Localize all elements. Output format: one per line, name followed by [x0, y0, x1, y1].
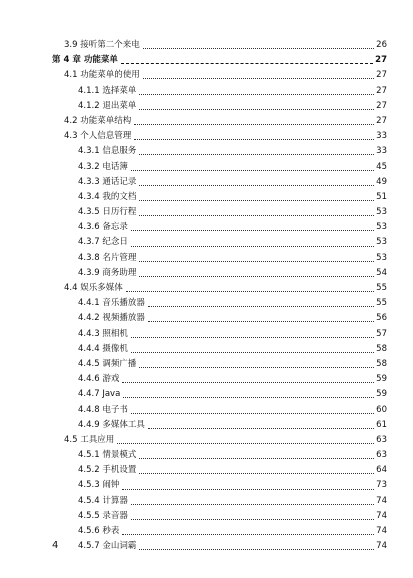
- toc-entry[interactable]: [0, 509, 413, 524]
- toc-entry-title: 备忘录: [102, 222, 128, 233]
- dot-leader: [139, 109, 374, 110]
- toc-entry-number: 第 4 章: [52, 55, 81, 66]
- toc-entry-page: 51: [376, 191, 387, 202]
- toc-entry-title: 信息服务: [102, 146, 137, 157]
- dot-leader: [143, 78, 374, 79]
- toc-entry-number: 3.9: [64, 40, 78, 50]
- dot-leader: [131, 337, 374, 338]
- toc-entry-title: 金山词霸: [102, 541, 137, 552]
- toc-entry[interactable]: [0, 281, 413, 296]
- toc-entry-page: 64: [376, 465, 387, 476]
- toc-entry-page: 55: [376, 283, 387, 293]
- toc-entry-title: 功能菜单的使用: [80, 70, 140, 81]
- toc-entry-page: 73: [376, 480, 387, 491]
- toc-entry-number: 4.3.6: [78, 222, 100, 233]
- toc-entry-title: 音乐播放器: [102, 298, 145, 309]
- toc-entry-title: 电话簿: [102, 161, 128, 172]
- toc-entry-title: 摄像机: [102, 343, 128, 354]
- toc-entry-page: 58: [376, 343, 387, 354]
- toc-entry-page: 63: [376, 434, 387, 445]
- toc-entry-page: 59: [376, 389, 387, 400]
- dot-leader: [122, 382, 374, 383]
- toc-entry-number: 4.4: [64, 283, 78, 293]
- toc-entry-number: 4.4.4: [78, 343, 100, 354]
- toc-entry[interactable]: [0, 357, 413, 372]
- dot-leader: [139, 549, 374, 550]
- toc-entry-title: Java: [102, 389, 121, 400]
- dot-leader: [131, 230, 374, 231]
- toc-entry[interactable]: [0, 387, 413, 402]
- toc-entry-number: 4.5.2: [78, 465, 100, 476]
- toc-entry[interactable]: [0, 235, 413, 250]
- toc-entry-title: 通话记录: [102, 176, 137, 187]
- toc-entry-title: 日历行程: [102, 207, 137, 218]
- toc-entry-title: 游戏: [102, 374, 120, 385]
- toc-entry-page: 45: [376, 161, 387, 172]
- dot-leader: [148, 306, 374, 307]
- toc-entry-number: 4.3.9: [78, 267, 100, 278]
- toc-entry-title: 纪念日: [102, 237, 128, 248]
- toc-entry[interactable]: [0, 494, 413, 509]
- toc-entry-page: 55: [376, 298, 387, 309]
- toc-entry[interactable]: [0, 311, 413, 326]
- toc-entry-number: 4.3.8: [78, 252, 100, 263]
- dot-leader: [131, 170, 374, 171]
- toc-entry-title: 功能菜单: [83, 55, 118, 66]
- toc-entry-number: 4.4.6: [78, 374, 100, 385]
- dot-leader: [139, 215, 374, 216]
- dot-leader: [131, 504, 374, 505]
- toc-entry-page: 74: [376, 541, 387, 552]
- dot-leader: [131, 352, 374, 353]
- toc-entry-number: 4.4.7: [78, 389, 100, 400]
- dot-leader: [139, 276, 374, 277]
- dot-leader: [143, 48, 374, 49]
- toc-entry-page: 59: [376, 374, 387, 385]
- toc-entry-title: 选择菜单: [102, 85, 137, 96]
- toc-entry-page: 33: [376, 146, 387, 157]
- toc-entry-title: 电子书: [102, 404, 128, 415]
- toc-entry-title: 退出菜单: [102, 100, 137, 111]
- toc-entry[interactable]: [0, 220, 413, 235]
- dot-leader: [139, 154, 374, 155]
- toc-entry-title: 娱乐多媒体: [80, 283, 123, 293]
- toc-entry[interactable]: [0, 38, 413, 53]
- toc-entry[interactable]: [0, 129, 413, 144]
- toc-entry[interactable]: [0, 266, 413, 281]
- toc-entry-page: 53: [376, 222, 387, 233]
- toc-entry-title: 录音器: [102, 510, 128, 521]
- toc-entry[interactable]: [0, 524, 413, 539]
- toc-entry-page: 27: [375, 55, 387, 66]
- toc-entry-number: 4.5: [64, 434, 78, 445]
- toc-entry-title: 调频广播: [102, 358, 137, 369]
- toc-entry-title: 多媒体工具: [102, 419, 145, 430]
- toc-entry-number: 4.1.1: [78, 85, 100, 96]
- dot-leader: [139, 200, 374, 201]
- dot-leader: [139, 185, 374, 186]
- toc-entry-title: 个人信息管理: [80, 131, 132, 142]
- dot-leader: [117, 443, 374, 444]
- toc-entry-title: 视频播放器: [102, 313, 145, 324]
- toc-entry-page: 49: [376, 176, 387, 187]
- toc-entry-number: 4.5.7: [78, 541, 100, 552]
- toc-entry-number: 4.4.3: [78, 328, 100, 339]
- dot-leader: [139, 261, 374, 262]
- dot-leader: [139, 473, 374, 474]
- dot-leader: [148, 321, 374, 322]
- toc-entry-number: 4.3.2: [78, 161, 100, 172]
- dot-leader: [126, 291, 374, 292]
- toc-entry[interactable]: [0, 114, 413, 129]
- toc-entry-number: 4.3.1: [78, 146, 100, 157]
- dot-leader: [121, 63, 373, 64]
- toc-entry-number: 4.3.7: [78, 237, 100, 248]
- toc-entry-page: 61: [376, 419, 387, 430]
- toc-entry[interactable]: [0, 84, 413, 99]
- toc-entry[interactable]: [0, 327, 413, 342]
- toc-entry[interactable]: [0, 205, 413, 220]
- dot-leader: [134, 139, 374, 140]
- toc-entry-number: 4.5.6: [78, 526, 100, 536]
- dot-leader: [122, 489, 374, 490]
- toc-entry[interactable]: [0, 175, 413, 190]
- toc-entry-page: 27: [376, 100, 387, 111]
- dot-leader: [148, 428, 374, 429]
- toc-entry[interactable]: [0, 463, 413, 478]
- toc-entry[interactable]: [0, 478, 413, 493]
- toc-entry-page: 74: [376, 510, 387, 521]
- dot-leader: [139, 94, 374, 95]
- toc-entry-number: 4.5.3: [78, 480, 100, 491]
- toc-entry[interactable]: [0, 296, 413, 311]
- toc-entry-page: 26: [376, 40, 387, 50]
- toc-entry-title: 商务助理: [102, 267, 137, 278]
- toc-entry[interactable]: [0, 68, 413, 83]
- toc-entry[interactable]: [0, 160, 413, 175]
- toc-entry-number: 4.5.1: [78, 450, 100, 461]
- dot-leader: [139, 458, 374, 459]
- toc-entry-number: 4.2: [64, 115, 78, 126]
- toc-entry-page: 53: [376, 252, 387, 263]
- toc-entry-title: 照相机: [102, 328, 128, 339]
- toc-entry-number: 4.5.4: [78, 495, 100, 506]
- toc-entry-page: 58: [376, 358, 387, 369]
- toc-entry[interactable]: [0, 372, 413, 387]
- toc-entry[interactable]: [0, 539, 413, 554]
- toc-entry-title: 我的文档: [102, 191, 137, 202]
- toc-entry-number: 4.1: [64, 70, 78, 81]
- toc-entry[interactable]: [0, 342, 413, 357]
- toc-entry-number: 4.4.2: [78, 313, 100, 324]
- toc-entry-title: 手机设置: [102, 465, 137, 476]
- toc-entry-page: 27: [376, 70, 387, 81]
- toc-entry-title: 接听第二个来电: [80, 40, 140, 50]
- toc-entry-title: 闹钟: [102, 480, 120, 491]
- toc-entry-number: 4.3.5: [78, 207, 100, 218]
- toc-entry-page: 57: [376, 328, 387, 339]
- toc-entry-title: 计算器: [102, 495, 128, 506]
- toc-entry-number: 4.4.9: [78, 419, 100, 430]
- toc-entry[interactable]: [0, 99, 413, 114]
- toc-entry-number: 4.3.3: [78, 176, 100, 187]
- toc-entry-page: 60: [376, 404, 387, 415]
- dot-leader: [139, 367, 374, 368]
- toc-entry[interactable]: [0, 53, 413, 68]
- toc-entry-title: 功能菜单结构: [80, 115, 132, 126]
- toc-entry-page: 74: [376, 526, 387, 536]
- dot-leader: [122, 534, 374, 535]
- toc-entry-number: 4.3: [64, 131, 78, 142]
- toc-entry[interactable]: [0, 448, 413, 463]
- toc-entry[interactable]: [0, 190, 413, 205]
- toc-entry[interactable]: [0, 433, 413, 448]
- dot-leader: [131, 246, 374, 247]
- toc-entry-number: 4.5.5: [78, 510, 100, 521]
- toc-entry-number: 4.4.5: [78, 358, 100, 369]
- toc-entry-page: 54: [376, 267, 387, 278]
- dot-leader: [131, 519, 374, 520]
- dot-leader: [123, 397, 374, 398]
- dot-leader: [131, 413, 374, 414]
- toc-entry-title: 名片管理: [102, 252, 137, 263]
- toc-entry-page: 63: [376, 450, 387, 461]
- dot-leader: [134, 124, 374, 125]
- page-number: 4: [52, 540, 59, 551]
- toc-entry[interactable]: [0, 251, 413, 266]
- toc-entry[interactable]: [0, 403, 413, 418]
- toc-entry[interactable]: [0, 418, 413, 433]
- toc-entry-page: 74: [376, 495, 387, 506]
- toc-entry-page: 56: [376, 313, 387, 324]
- toc-entry-title: 工具应用: [80, 434, 115, 445]
- toc-entry-page: 27: [376, 85, 387, 96]
- toc-entry-number: 4.4.8: [78, 404, 100, 415]
- table-of-contents: [0, 38, 413, 554]
- toc-entry-page: 53: [376, 237, 387, 248]
- toc-entry-title: 秒表: [102, 526, 120, 536]
- toc-entry-page: 27: [376, 115, 387, 126]
- toc-entry-title: 情景模式: [102, 450, 137, 461]
- toc-entry-number: 4.1.2: [78, 100, 100, 111]
- toc-entry-page: 53: [376, 207, 387, 218]
- toc-entry-number: 4.4.1: [78, 298, 100, 309]
- toc-entry[interactable]: [0, 144, 413, 159]
- toc-entry-page: 33: [376, 131, 387, 142]
- toc-entry-number: 4.3.4: [78, 191, 100, 202]
